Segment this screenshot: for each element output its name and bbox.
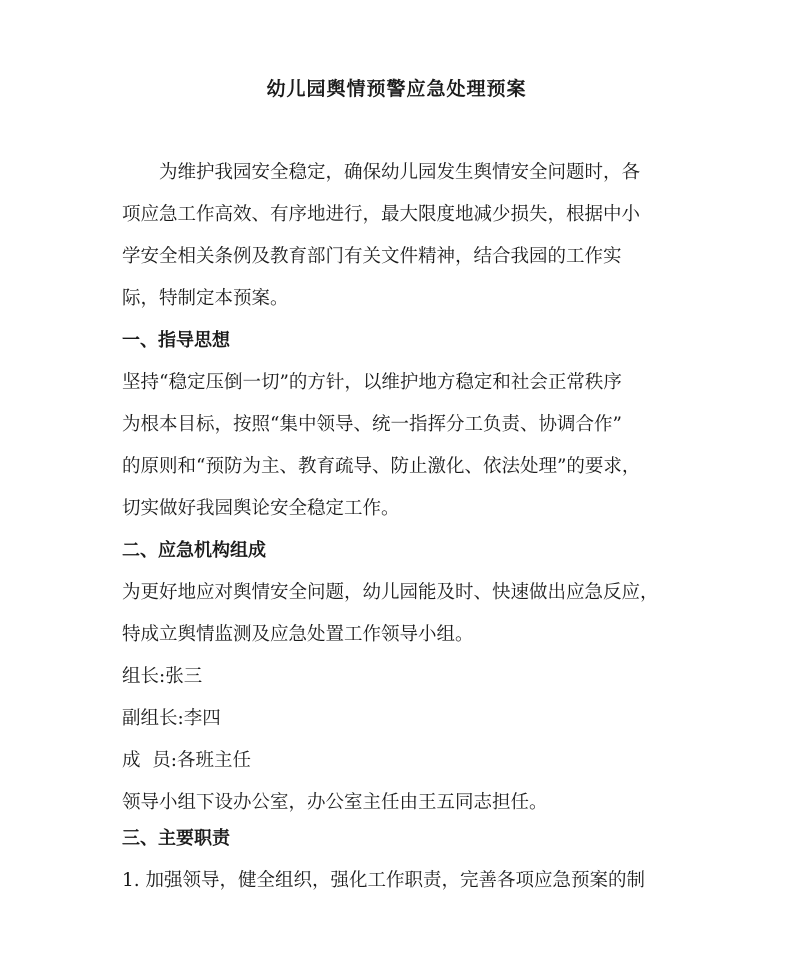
section-1-heading: 一、指导思想 [122, 330, 230, 351]
intro-line: 际，特制定本预案。 [122, 288, 289, 309]
members-line: 成 员:各班主任 [122, 750, 251, 771]
section-1-line: 为根本目标，按照“集中领导、统一指挥分工负责、协调合作” [122, 414, 622, 435]
section-3-item-1: 1. 加强领导，健全组织，强化工作职责，完善各项应急预案的制 [122, 870, 646, 891]
section-3 [122, 818, 674, 902]
document-title: 幼儿园舆情预警应急处理预案 [266, 78, 527, 100]
intro-paragraph [122, 152, 674, 320]
section-1-line: 坚持“稳定压倒一切”的方针，以维护地方稳定和社会正常秩序 [122, 372, 622, 393]
section-2-line: 特成立舆情监测及应急处置工作领导小组。 [122, 624, 474, 645]
section-1-line: 切实做好我园舆论安全稳定工作。 [122, 498, 400, 519]
section-2-line: 为更好地应对舆情安全问题，幼儿园能及时、快速做出应急反应， [122, 582, 659, 603]
section-3-heading: 三、主要职责 [122, 828, 230, 849]
section-2-heading: 二、应急机构组成 [122, 540, 266, 561]
intro-line: 为维护我园安全稳定，确保幼儿园发生舆情安全问题时，各 [159, 162, 641, 183]
leader-line: 组长:张三 [122, 666, 203, 687]
intro-line: 项应急工作高效、有序地进行，最大限度地减少损失，根据中小 [122, 204, 641, 225]
section-1 [122, 320, 674, 530]
section-1-line: 的原则和“预防为主、教育疏导、防止激化、依法处理”的要求， [122, 456, 641, 477]
intro-line: 学安全相关条例及教育部门有关文件精神，结合我园的工作实 [122, 246, 622, 267]
office-line: 领导小组下设办公室，办公室主任由王五同志担任。 [122, 792, 548, 813]
section-2 [122, 530, 674, 824]
deputy-leader-line: 副组长:李四 [122, 708, 221, 729]
